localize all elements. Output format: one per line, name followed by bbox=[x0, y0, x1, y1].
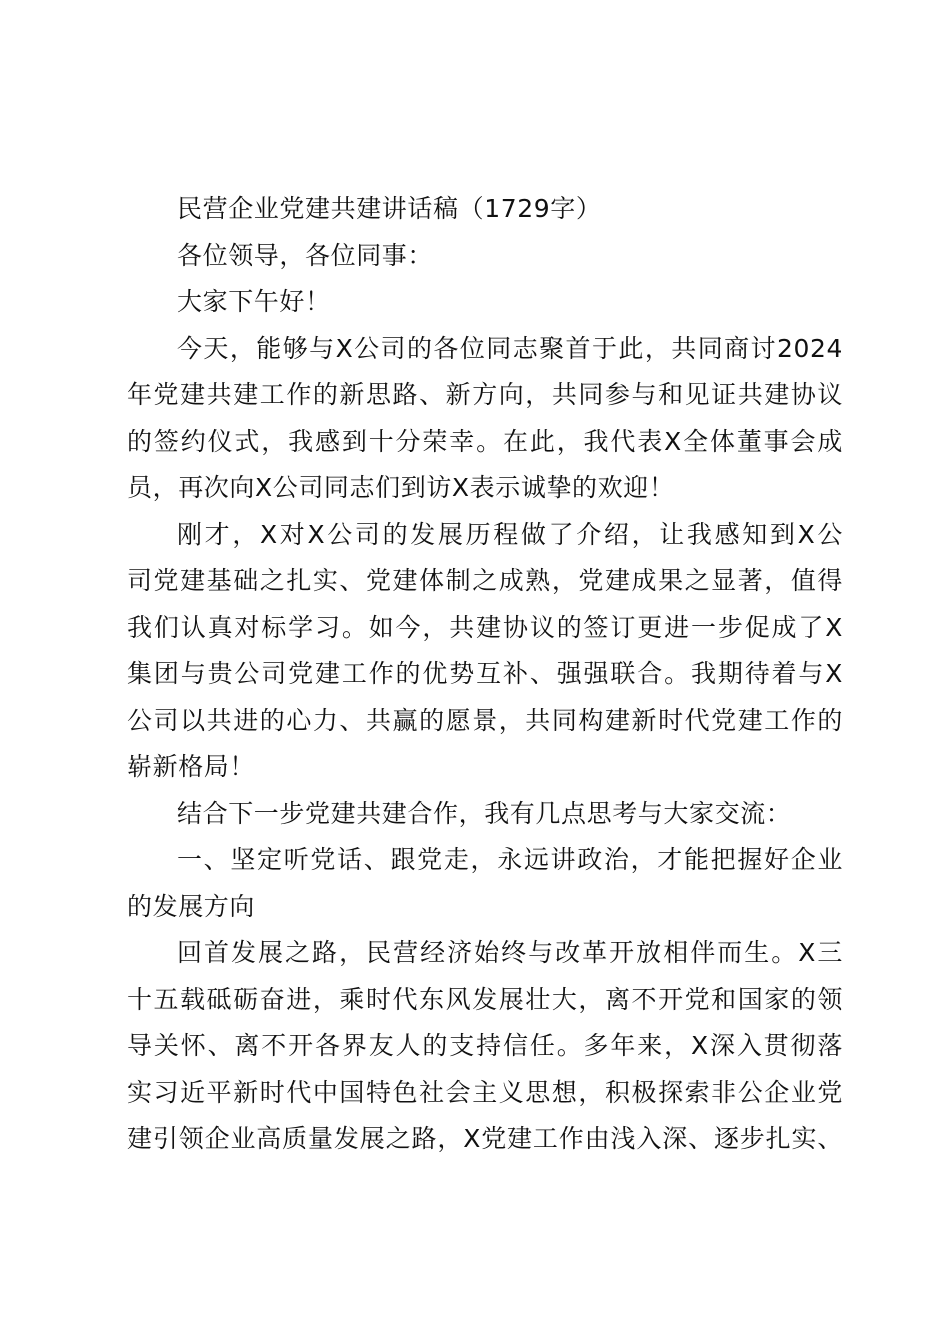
document-title: 民营企业党建共建讲话稿（1729字） bbox=[177, 194, 602, 223]
document-body bbox=[127, 186, 843, 1163]
text-line: 员，再次向X公司同志们到访X表示诚挚的欢迎！ bbox=[127, 473, 675, 502]
text-line: 司党建基础之扎实、党建体制之成熟，党建成果之显著，值得 bbox=[127, 566, 843, 595]
text-line: 导关怀、离不开各界友人的支持信任。多年来，X深入贯彻落 bbox=[127, 1031, 843, 1060]
text-line: 崭新格局！ bbox=[127, 752, 256, 781]
text-line: 十五载砥砺奋进，乘时代东风发展壮大，离不开党和国家的领 bbox=[127, 984, 843, 1014]
opening-line: 大家下午好！ bbox=[177, 287, 331, 316]
text-line: 结合下一步党建共建合作，我有几点思考与大家交流： bbox=[177, 798, 792, 828]
text-line: 年党建共建工作的新思路、新方向，共同参与和见证共建协议 bbox=[127, 380, 843, 409]
text-line: 刚才，X对X公司的发展历程做了介绍，让我感知到X公 bbox=[177, 519, 843, 549]
text-line: 公司以共进的心力、共赢的愿景，共同构建新时代党建工作的 bbox=[127, 705, 843, 735]
text-line: 我们认真对标学习。如今，共建协议的签订更进一步促成了X bbox=[127, 612, 843, 642]
greeting-line: 各位领导，各位同事： bbox=[177, 240, 434, 270]
text-line: 的发展方向 bbox=[127, 891, 256, 921]
text-line: 今天，能够与X公司的各位同志聚首于此，共同商讨2024 bbox=[177, 333, 843, 363]
text-line: 回首发展之路，民营经济始终与改革开放相伴而生。X三 bbox=[177, 938, 843, 967]
text-line: 建引领企业高质量发展之路，X党建工作由浅入深、逐步扎实、 bbox=[127, 1124, 843, 1153]
text-line: 一、坚定听党话、跟党走，永远讲政治，才能把握好企业 bbox=[177, 845, 843, 874]
text-line: 实习近平新时代中国特色社会主义思想，积极探索非公企业党 bbox=[127, 1077, 843, 1107]
speech-paragraphs bbox=[127, 326, 843, 1163]
text-line: 的签约仪式，我感到十分荣幸。在此，我代表X全体董事会成 bbox=[127, 426, 843, 456]
text-line: 集团与贵公司党建工作的优势互补、强强联合。我期待着与X bbox=[127, 659, 843, 688]
